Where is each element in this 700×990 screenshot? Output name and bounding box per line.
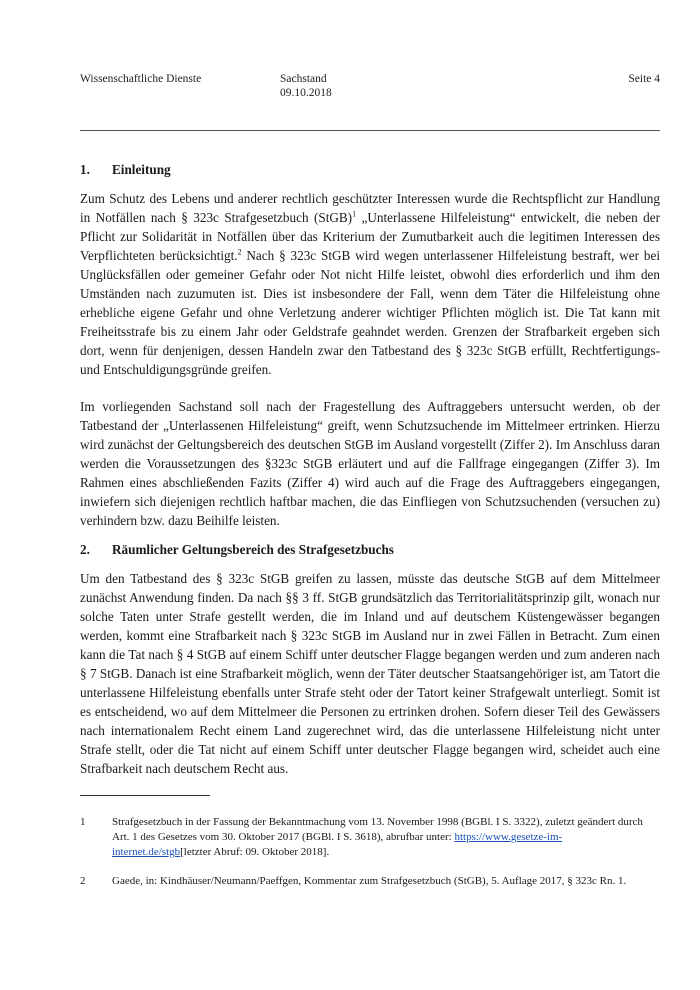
footnotes [80, 815, 660, 903]
page-header [80, 72, 660, 102]
section-2-number: 2. [80, 542, 90, 557]
footnote-divider [80, 795, 210, 796]
footnote-1-link[interactable]: https://www.gesetze-im-internet.de/stgb [112, 831, 563, 858]
header-page-number: Seite 4 [628, 73, 660, 85]
footnote-ref-1[interactable]: 1 [352, 209, 357, 219]
footnote-ref-2[interactable]: 2 [237, 247, 242, 257]
header-doc-type: Sachstand [280, 73, 327, 85]
section-1-paragraph-2: Im vorliegenden Sachstand soll nach der Fragestellung des Auftraggebers untersucht werden, ob der Tatbestand der „Unterlassenen Hilfeleistung“ greift, wenn Schutzsuchende im Mittelmeer ertrinken. Hierzu wird zunächst der Geltungsbereich des deutschen StGB im Ausland vorgestellt (Ziffer 2). Im Anschluss daran werden die Voraussetzungen des §323c StGB erläutert und auf die Fallfrage eingegangen (Ziffer 3). Im Rahmen eines abschließenden Fazits (Ziffer 4) wird auch auf die Frage des Auftraggebers eingegangen, inwiefern sich diejenigen rechtlich haftbar machen, die das Einfliegen von Schutzsuchenden (versuchen zu) verhindern bzw. dazu Beihilfe leisten. [80, 399, 660, 528]
section-1-p1-text-b: „Unterlassene Hilfeleistung“ entwickelt, die neben der Pflicht zur Solidarität in Notfällen über das Kriterium der Zumutbarkeit auch die legitimen Interessen des Verpflichteten berücksichtigt. [80, 210, 660, 263]
footnote-number: 2 [80, 875, 86, 887]
main-content [80, 160, 660, 778]
footnote-2-text: Gaede, in: Kindhäuser/Neumann/Paeffgen, Kommentar zum Strafgesetzbuch (StGB), 5. Auflage 2017, § 323c Rn. 1. [112, 875, 627, 887]
section-2-paragraph-1: Um den Tatbestand des § 323c StGB greifen zu lassen, müsste das deutsche StGB auf dem Mittelmeer zunächst Anwendung finden. Da nach §§ 3 ff. StGB grundsätzlich das Territorialitätsprinzip gilt, wonach nur solche Taten unter Strafe gestellt werden, die im Inland und auf deutschem Küstengewässer begangen werden, kommt eine Strafbarkeit nach § 323c StGB im Ausland nur in zwei Fällen in Betracht. Zum einen kann die Tat nach § 4 StGB auf einem Schiff unter deutscher Flagge begangen werden und zum anderen nach § 7 StGB. Danach ist eine Strafbarkeit möglich, wenn der Täter deutscher Staatsangehöriger ist, am Tatort die unterlassene Hilfeleistung ebenfalls unter Strafe steht oder der Tatort keiner Strafgewalt unterliegt. Somit ist es entscheidend, wo auf dem Mittelmeer die Personen zu ertrinken drohen. Sofern dieser Teil des Gewässers nach internationalem Recht einem Land zugerechnet wird, das die unterlassene Hilfeleistung nicht unter Strafe stellt, oder die Tat nicht auf einem Schiff unter deutscher Flagge begangen wird, scheidet auch eine Strafbarkeit nach deutschem Recht aus. [80, 571, 660, 776]
section-1-number: 1. [80, 162, 90, 177]
header-doc-info [280, 72, 332, 100]
section-1-p1-text-a: Zum Schutz des Lebens und anderer rechtlich geschützter Interessen wurde die Rechtspflicht zur Handlung in Notfällen nach § 323c Strafgesetzbuch (StGB) [80, 191, 660, 225]
footnote-2 [80, 874, 660, 889]
section-1-title: Einleitung [112, 162, 171, 177]
footnote-1-text-a: Strafgesetzbuch in der Fassung der Bekanntmachung vom 13. November 1998 (BGBl. I S. 3322), zuletzt geändert durch Art. 1 des Gesetzes vom 30. Oktober 2017 (BGBl. I S. 3618), abrufbar unter: [112, 816, 643, 843]
footnote-number: 1 [80, 816, 86, 828]
header-divider [80, 130, 660, 131]
section-1-paragraph-1 [80, 189, 660, 379]
header-date: 09.10.2018 [280, 87, 332, 99]
section-2-title: Räumlicher Geltungsbereich des Strafgesetzbuchs [112, 542, 394, 557]
section-1-heading [80, 160, 660, 179]
section-1-p1-text-c: Nach § 323c StGB wird wegen unterlassener Hilfeleistung bestraft, wer bei Unglücksfällen oder gemeiner Gefahr oder Not nicht Hilfe leistet, obwohl dies erforderlich und ihm den Umständen nach zuzumuten ist. Dies ist insbesondere der Fall, wenn dem Täter die Hilfeleistung ohne erhebliche eigene Gefahr und ohne Verletzung anderer wichtiger Pflichten möglich ist. Die Tat kann mit Freiheitsstrafe bis zu einem Jahr oder Geldstrafe geahndet werden. Grenzen der Strafbarkeit ergeben sich dort, wenn für denjenigen, dessen Handeln zwar den Tatbestand des § 323c StGB erfüllt, Rechtfertigungs- und Entschuldigungsgründe greifen. [80, 248, 661, 377]
footnote-1-text-b: [letzter Abruf: 09. Oktober 2018]. [180, 846, 330, 858]
footnote-1 [80, 815, 660, 860]
section-2-heading [80, 540, 660, 559]
header-org: Wissenschaftliche Dienste [80, 73, 202, 85]
